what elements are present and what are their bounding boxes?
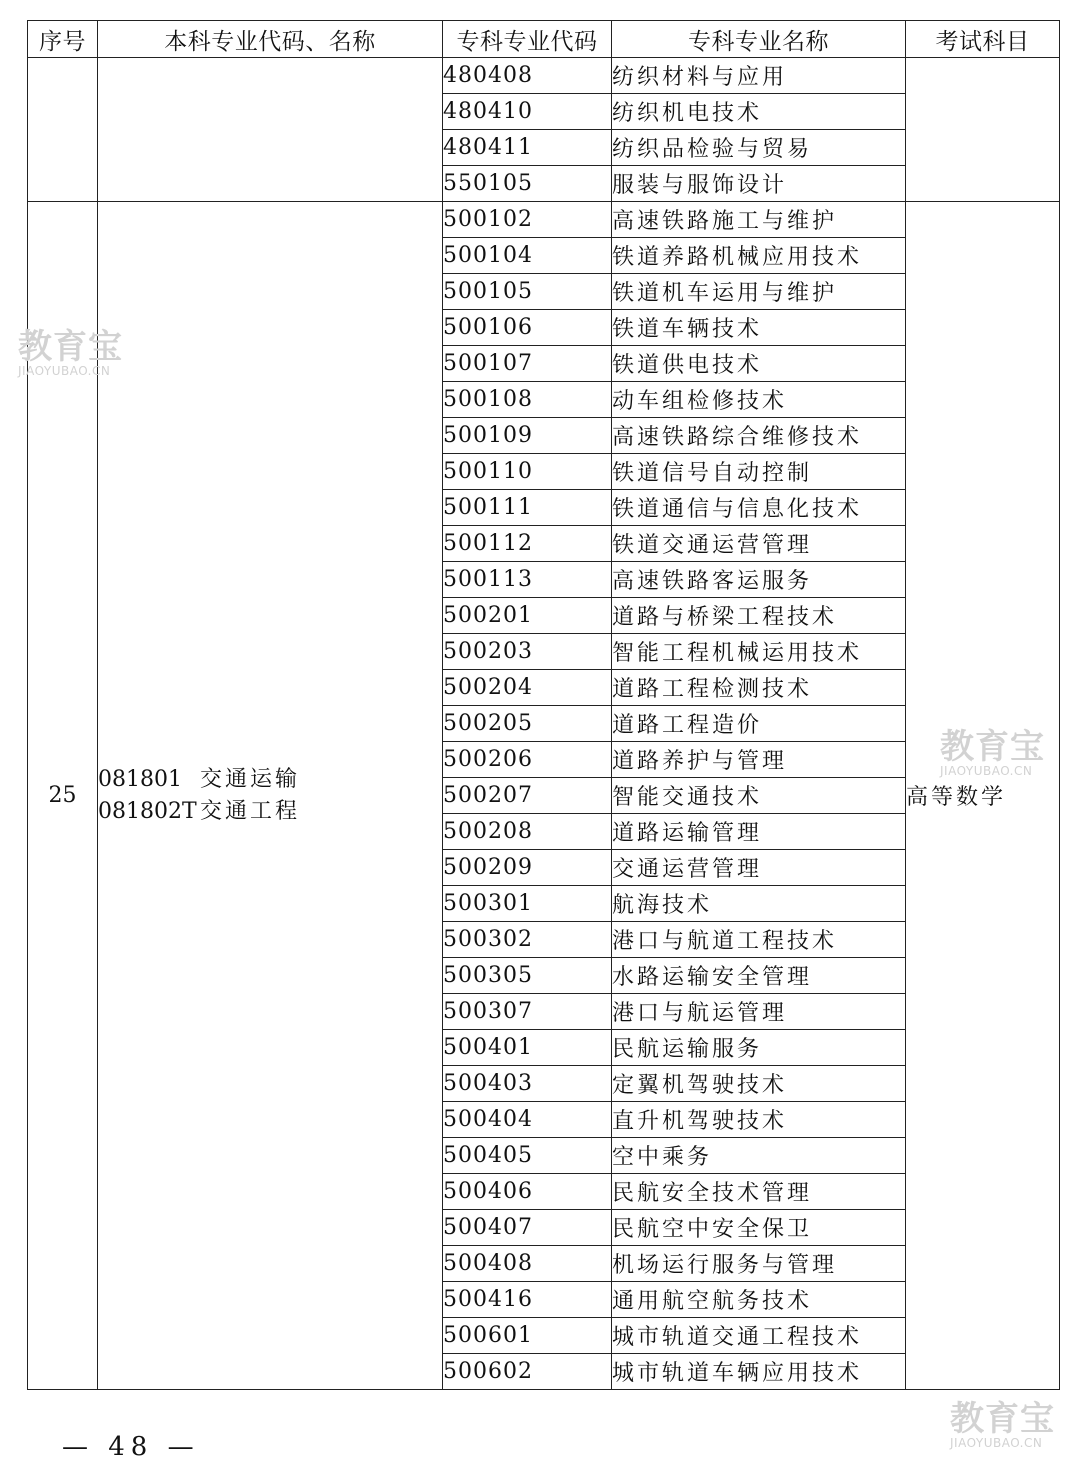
college-code-cell: 500104: [443, 238, 612, 274]
college-name-cell: 民航运输服务: [612, 1030, 906, 1066]
college-name-cell: 通用航空航务技术: [612, 1282, 906, 1318]
header-college-name: 专科专业名称: [612, 21, 906, 58]
college-name-cell: 道路养护与管理: [612, 742, 906, 778]
bachelor-major-item: [98, 796, 442, 828]
college-code-cell: 500601: [443, 1318, 612, 1354]
college-code-cell: 500602: [443, 1354, 612, 1390]
college-code-cell: 500405: [443, 1138, 612, 1174]
college-name-cell: 道路工程造价: [612, 706, 906, 742]
college-code-cell: 500401: [443, 1030, 612, 1066]
table-row: [28, 58, 1060, 94]
college-code-cell: 500203: [443, 634, 612, 670]
college-code-cell: 500209: [443, 850, 612, 886]
college-code-cell: 500106: [443, 310, 612, 346]
college-code-cell: 500201: [443, 598, 612, 634]
college-name-cell: 港口与航道工程技术: [612, 922, 906, 958]
page-number: — 48 —: [62, 1432, 200, 1462]
college-code-cell: 500113: [443, 562, 612, 598]
college-name-cell: 民航安全技术管理: [612, 1174, 906, 1210]
bachelor-major-cell: [98, 58, 443, 202]
exam-subject-cell: [906, 58, 1060, 202]
watermark-subtext: JIAOYUBAO.CN: [18, 364, 111, 378]
watermark-text: 教育宝: [18, 327, 123, 367]
college-code-cell: 500403: [443, 1066, 612, 1102]
bachelor-major-code: 081801: [98, 766, 182, 792]
watermark-text: 教育宝: [940, 727, 1045, 767]
college-code-cell: 500205: [443, 706, 612, 742]
college-code-cell: 480408: [443, 58, 612, 94]
college-name-cell: 道路运输管理: [612, 814, 906, 850]
college-name-cell: 空中乘务: [612, 1138, 906, 1174]
college-code-cell: 500206: [443, 742, 612, 778]
table-body: [28, 58, 1060, 1390]
college-name-cell: 航海技术: [612, 886, 906, 922]
college-code-cell: 500407: [443, 1210, 612, 1246]
exam-subject-cell: 高等数学: [906, 202, 1060, 1390]
college-code-cell: 500416: [443, 1282, 612, 1318]
college-name-cell: 铁道供电技术: [612, 346, 906, 382]
college-name-cell: 动车组检修技术: [612, 382, 906, 418]
college-name-cell: 城市轨道车辆应用技术: [612, 1354, 906, 1390]
college-code-cell: 500305: [443, 958, 612, 994]
college-code-cell: 480410: [443, 94, 612, 130]
college-name-cell: 纺织机电技术: [612, 94, 906, 130]
college-name-cell: 铁道交通运营管理: [612, 526, 906, 562]
table-row: [28, 202, 1060, 238]
college-code-cell: 500110: [443, 454, 612, 490]
college-name-cell: 道路工程检测技术: [612, 670, 906, 706]
college-code-cell: 500404: [443, 1102, 612, 1138]
college-code-cell: 500102: [443, 202, 612, 238]
college-name-cell: 民航空中安全保卫: [612, 1210, 906, 1246]
college-code-cell: 550105: [443, 166, 612, 202]
college-name-cell: 高速铁路综合维修技术: [612, 418, 906, 454]
college-name-cell: 纺织品检验与贸易: [612, 130, 906, 166]
watermark-text: 教育宝: [950, 1399, 1055, 1439]
header-exam-subject: 考试科目: [906, 21, 1060, 58]
header-bachelor-major: 本科专业代码、名称: [98, 21, 443, 58]
college-name-cell: 智能工程机械运用技术: [612, 634, 906, 670]
college-name-cell: 道路与桥梁工程技术: [612, 598, 906, 634]
college-code-cell: 500105: [443, 274, 612, 310]
college-name-cell: 铁道信号自动控制: [612, 454, 906, 490]
college-name-cell: 交通运营管理: [612, 850, 906, 886]
college-name-cell: 铁道养路机械应用技术: [612, 238, 906, 274]
college-name-cell: 纺织材料与应用: [612, 58, 906, 94]
major-table: [27, 20, 1060, 1390]
college-name-cell: 水路运输安全管理: [612, 958, 906, 994]
college-code-cell: 480411: [443, 130, 612, 166]
watermark: [950, 1399, 1055, 1450]
college-name-cell: 高速铁路客运服务: [612, 562, 906, 598]
bachelor-major-name: 交通运输: [200, 766, 301, 792]
college-code-cell: 500302: [443, 922, 612, 958]
table-header: [28, 21, 1060, 58]
college-name-cell: 智能交通技术: [612, 778, 906, 814]
college-code-cell: 500208: [443, 814, 612, 850]
college-code-cell: 500207: [443, 778, 612, 814]
bachelor-major-item: [98, 764, 442, 796]
college-name-cell: 城市轨道交通工程技术: [612, 1318, 906, 1354]
college-name-cell: 直升机驾驶技术: [612, 1102, 906, 1138]
watermark-subtext: JIAOYUBAO.CN: [940, 764, 1033, 778]
college-name-cell: 服装与服饰设计: [612, 166, 906, 202]
college-name-cell: 高速铁路施工与维护: [612, 202, 906, 238]
bachelor-major-code: 081802T: [98, 798, 197, 824]
college-name-cell: 定翼机驾驶技术: [612, 1066, 906, 1102]
seq-cell: [28, 58, 98, 202]
college-code-cell: 500408: [443, 1246, 612, 1282]
bachelor-major-name: 交通工程: [200, 798, 301, 824]
college-code-cell: 500204: [443, 670, 612, 706]
college-code-cell: 500111: [443, 490, 612, 526]
college-name-cell: 港口与航运管理: [612, 994, 906, 1030]
header-college-code: 专科专业代码: [443, 21, 612, 58]
college-code-cell: 500108: [443, 382, 612, 418]
watermark-subtext: JIAOYUBAO.CN: [950, 1436, 1043, 1450]
bachelor-major-cell: [98, 202, 443, 1390]
header-seq: 序号: [28, 21, 98, 58]
college-name-cell: 铁道机车运用与维护: [612, 274, 906, 310]
college-code-cell: 500301: [443, 886, 612, 922]
seq-cell: 25: [28, 202, 98, 1390]
college-code-cell: 500112: [443, 526, 612, 562]
college-code-cell: 500107: [443, 346, 612, 382]
college-code-cell: 500307: [443, 994, 612, 1030]
college-code-cell: 500109: [443, 418, 612, 454]
college-name-cell: 铁道车辆技术: [612, 310, 906, 346]
college-code-cell: 500406: [443, 1174, 612, 1210]
college-name-cell: 机场运行服务与管理: [612, 1246, 906, 1282]
college-name-cell: 铁道通信与信息化技术: [612, 490, 906, 526]
